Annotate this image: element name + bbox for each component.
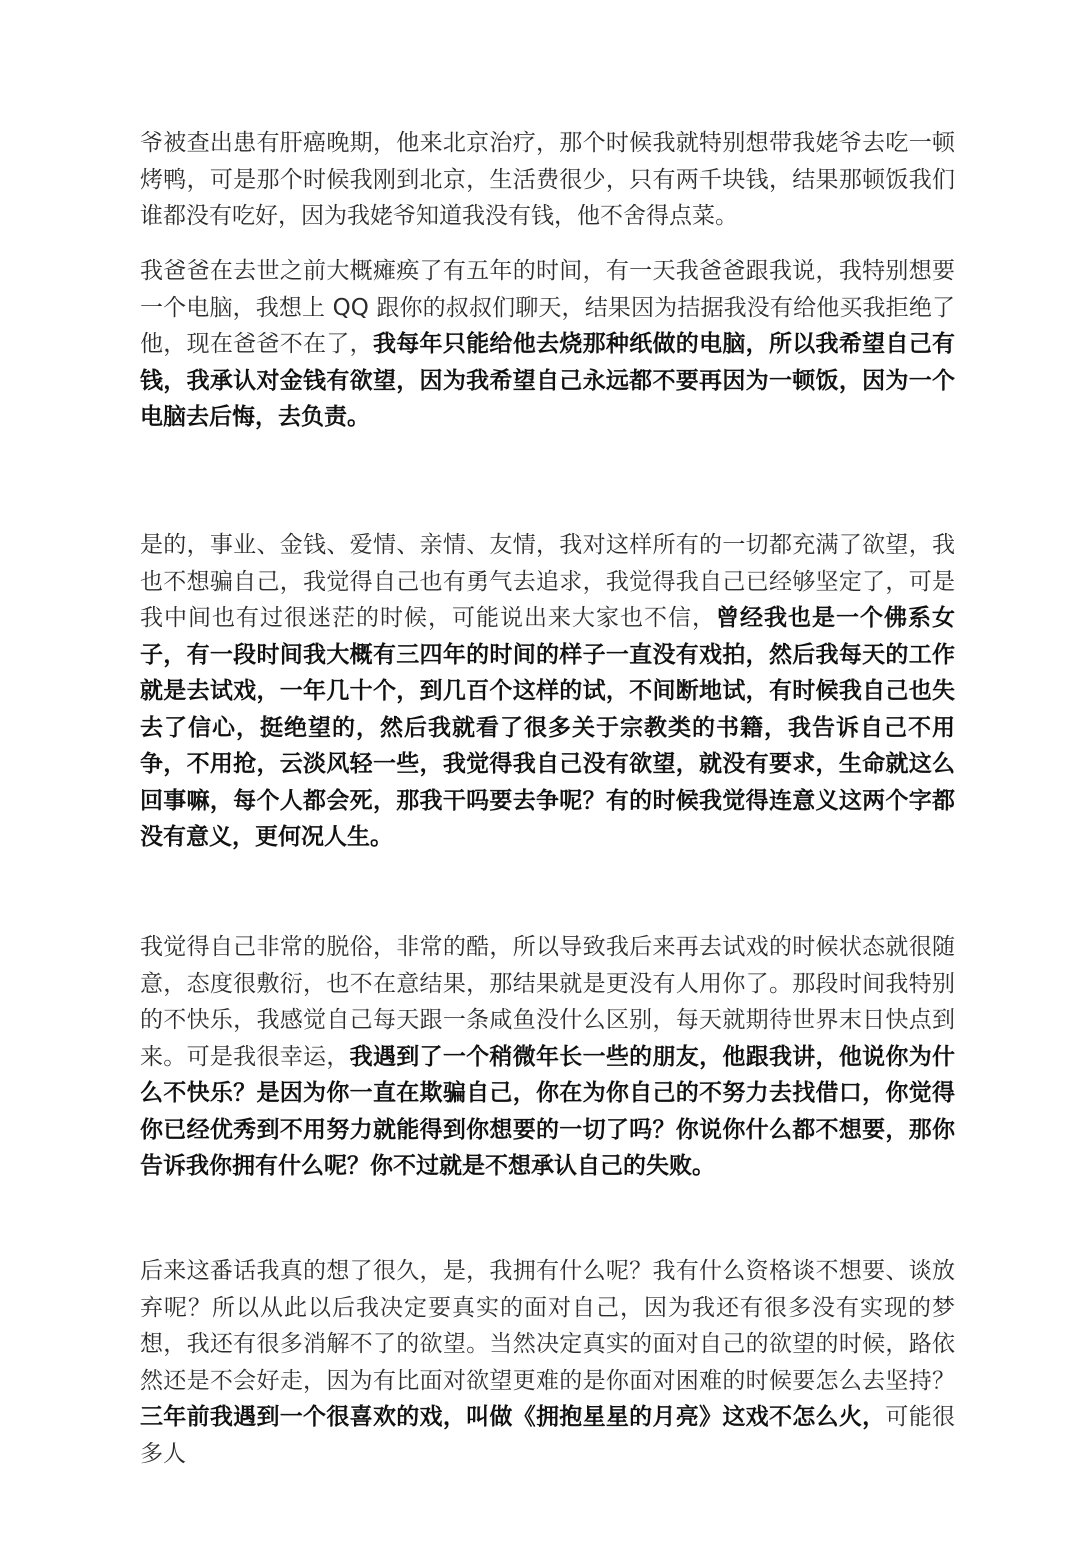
paragraph-4-bold-text: 我遇到了一个稍微年长一些的朋友，他跟我讲，他说你为什么不快乐？是因为你一直在欺骗自己，你在为你自己的不努力去找借口，你觉得你已经优秀到不用努力就能得到你想要的一切了吗？你说你什么都不想要，那你告诉我你拥有什么呢？你不过就是不想承认自己的失败。 — [140, 1043, 956, 1179]
paragraph-3-bold-text: 曾经我也是一个佛系女子，有一段时间我大概有三四年的时间的样子一直没有戏拍，然后我每天的工作就是去试戏，一年几十个，到几百个这样的试，不间断地试，有时候我自己也失去了信心，挺绝望的，然后我就看了很多关于宗教类的书籍，我告诉自己不用争，不用抢，云淡风轻一些，我觉得我自己没有欲望，就没有要求，生命就这么回事嘛，每个人都会死，那我干吗要去争呢？有的时候我觉得连意义这两个字都没有意义，更何况人生。 — [140, 605, 955, 850]
paragraph-3 — [140, 527, 955, 856]
paragraph-2 — [140, 253, 955, 436]
paragraph-2-text: 我爸爸在去世之前大概瘫痪了有五年的时间，有一天我爸爸跟我说，我特别想要一个电脑，我想上 QQ 跟你的叔叔们聊天，结果因为拮据我没有给他买我拒绝了他，现在爸爸不在了， — [140, 258, 955, 357]
paragraph-5-bold-text: 三年前我遇到一个很喜欢的戏，叫做《拥抱星星的月亮》这戏不怎么火， — [140, 1404, 886, 1430]
paragraph-4 — [140, 929, 955, 1185]
paragraph-5 — [140, 1253, 955, 1472]
paragraph-4-text: 我觉得自己非常的脱俗，非常的酷，所以导致我后来再去试戏的时候状态就很随意，态度很敷衍，也不在意结果，那结果就是更没有人用你了。那段时间我特别的不快乐，我感觉自己每天跟一条咸鱼没什么区别，每天就期待世界末日快点到来。可是我很幸运， — [140, 934, 955, 1070]
paragraph-5-text: 后来这番话我真的想了很久，是，我拥有什么呢？我有什么资格谈不想要、谈放弃呢？所以从此以后我决定要真实的面对自己，因为我还有很多没有实现的梦想，我还有很多消解不了的欲望。当然决定真实的面对自己的欲望的时候，路依然还是不会好走，因为有比面对欲望更难的是你面对困难的时候要怎么去坚持？ — [140, 1258, 955, 1394]
paragraph-3-text: 是的，事业、金钱、爱情、亲情、友情，我对这样所有的一切都充满了欲望，我也不想骗自己，我觉得自己也有勇气去追求，我觉得我自己已经够坚定了，可是我中间也有过很迷茫的时候，可能说出来大家也不信， — [140, 532, 955, 631]
paragraph-1-text: 爷被查出患有肝癌晚期，他来北京治疗，那个时候我就特别想带我姥爷去吃一顿烤鸭，可是那个时候我刚到北京，生活费很少，只有两千块钱，结果那顿饭我们谁都没有吃好，因为我姥爷知道我没有钱，他不舍得点菜。 — [140, 130, 955, 229]
paragraph-2-bold-text: 我每年只能给他去烧那种纸做的电脑，所以我希望自己有钱，我承认对金钱有欲望，因为我希望自己永远都不要再因为一顿饭，因为一个电脑去后悔，去负责。 — [140, 331, 956, 430]
paragraph-5-trailing-text: 可能很多人 — [140, 1404, 956, 1467]
paragraph-1 — [140, 125, 955, 235]
